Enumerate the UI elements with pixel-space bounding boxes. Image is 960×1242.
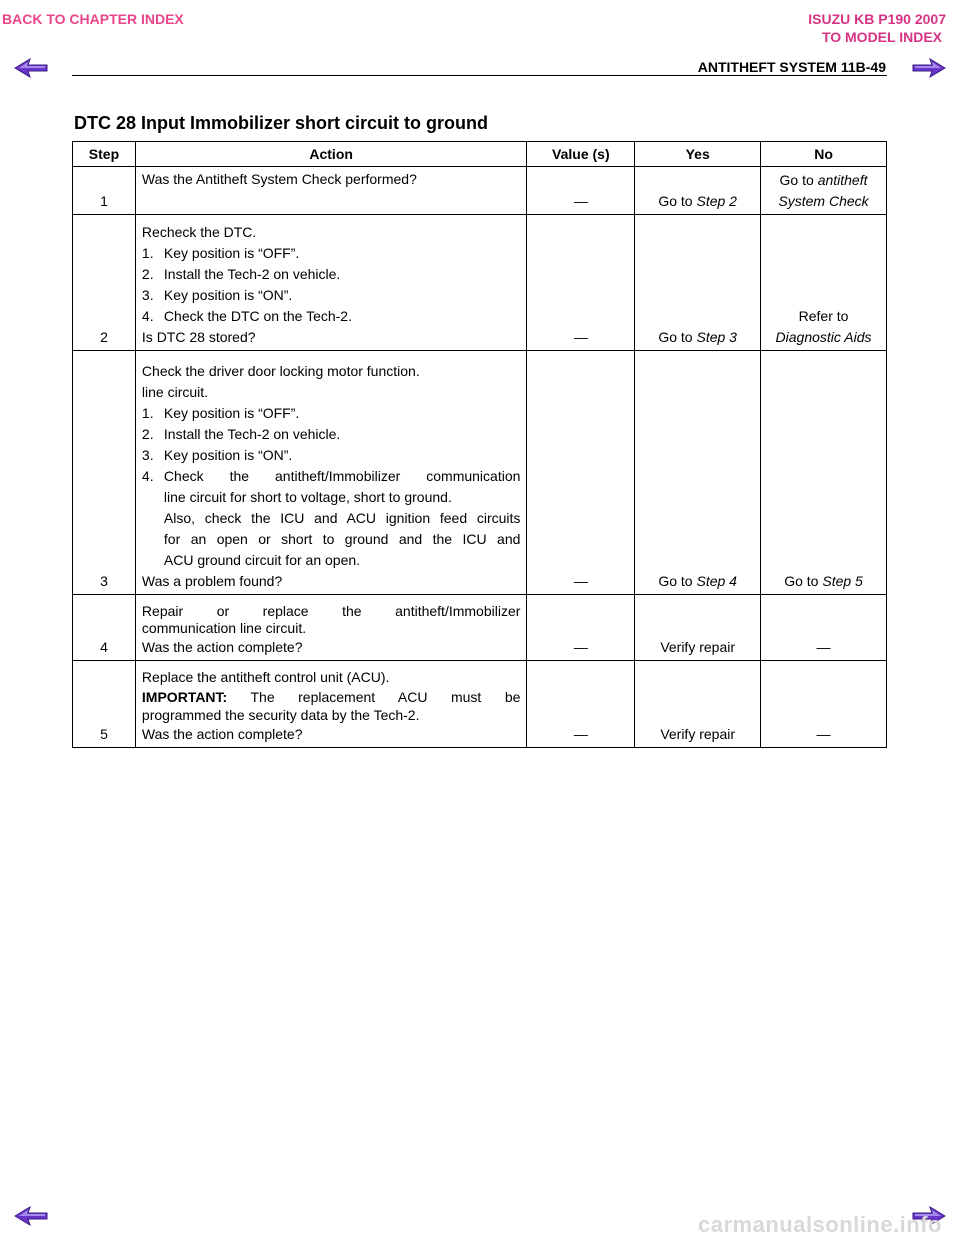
header-step: Step [73,142,136,167]
important-text: The replacement ACU must be [227,689,521,705]
action-cell: Recheck the DTC. 1. Key position is “OFF”. 2. Install the Tech-2 on vehicle. 3. Key position is “ON”. 4. Check the DTC on the Tech-2. Is DTC 28 stored? [135,215,526,351]
action-question: Was a problem found? [141,573,283,589]
action-cell [135,167,526,215]
watermark: carmanualsonline.info [698,1212,942,1237]
step-number: 1 [73,167,136,215]
no-cell [761,351,887,595]
value-cell: — [527,595,635,661]
yes-cell [635,215,761,351]
action-extra: Also, check the ICU and ACU ignition feed circuits [163,510,521,526]
back-to-chapter-index-link[interactable]: BACK TO CHAPTER INDEX [2,11,184,27]
table-row [73,215,887,351]
table-row [73,351,887,595]
step-number: 4 [73,595,136,661]
value-cell: — [527,661,635,748]
yes-prefix: Go to [658,329,697,345]
no-prefix: Go to [784,573,823,589]
prev-page-arrow-icon[interactable] [14,1206,48,1226]
no-link-cont[interactable]: System Check [778,193,869,209]
next-page-arrow-icon[interactable] [912,58,946,78]
page-header: ANTITHEFT SYSTEM 11B-49 [697,59,886,75]
action-extra: ACU ground circuit for an open. [163,552,361,568]
action-text: Was the Antitheft System Check performed? [141,171,417,187]
step-number: 3 [73,351,136,595]
value-cell: — [527,215,635,351]
action-item: Key position is “OFF”. [163,405,300,421]
section-title: DTC 28 Input Immobilizer short circuit to ground [74,113,489,133]
value-cell: — [527,167,635,215]
yes-prefix: Go to [658,193,697,209]
to-model-index-link[interactable]: TO MODEL INDEX [821,29,942,45]
action-item: Key position is “ON”. [163,447,293,463]
header-yes: Yes [635,142,761,167]
no-text: Refer to [798,308,849,324]
no-cell: — [761,661,887,748]
important-text-cont: programmed the security data by the Tech-2. [141,707,420,723]
yes-step-link[interactable]: Step 2 [696,193,737,209]
prev-page-arrow-icon[interactable] [14,58,48,78]
header-no: No [761,142,887,167]
yes-cell [635,167,761,215]
action-question: Was the action complete? [141,726,303,742]
action-intro: Recheck the DTC. [141,224,257,240]
action-text: Repair or replace the antitheft/Immobilizer [141,603,521,619]
action-item: Key position is “ON”. [163,287,293,303]
no-prefix: Go to [779,172,818,188]
no-cell [761,215,887,351]
action-cell [135,661,526,748]
model-title-link[interactable]: ISUZU KB P190 2007 [808,11,946,27]
table-row [73,167,887,215]
action-extra: for an open or short to ground and the ICU and [163,531,521,547]
header-value: Value (s) [527,142,635,167]
table-header-row [73,142,887,167]
yes-step-link[interactable]: Step 3 [696,329,737,345]
step-number: 5 [73,661,136,748]
action-item: Check the antitheft/Immobilizer communication [163,468,521,484]
no-cell [761,167,887,215]
no-cell: — [761,595,887,661]
diagnostic-table [72,141,887,748]
no-step-link[interactable]: Step 5 [822,573,863,589]
no-link[interactable]: antitheft [817,172,868,188]
action-text-cont: communication line circuit. [141,620,307,636]
table-row [73,595,887,661]
yes-prefix: Go to [658,573,697,589]
action-item: Key position is “OFF”. [163,245,300,261]
table-row [73,661,887,748]
action-question: Is DTC 28 stored? [141,329,256,345]
action-text: Replace the antitheft control unit (ACU). [141,669,390,685]
action-cell [135,595,526,661]
action-intro: Check the driver door locking motor function. [141,363,420,379]
action-intro-2: line circuit. [141,384,209,400]
yes-cell: Verify repair [635,661,761,748]
value-cell: — [527,351,635,595]
action-item: Install the Tech-2 on vehicle. [163,426,341,442]
yes-step-link[interactable]: Step 4 [696,573,737,589]
action-question: Was the action complete? [141,639,303,655]
action-item: Install the Tech-2 on vehicle. [163,266,341,282]
yes-cell: Verify repair [635,595,761,661]
no-link[interactable]: Diagnostic Aids [775,329,872,345]
yes-cell [635,351,761,595]
important-label: IMPORTANT: [141,689,228,705]
action-item: Check the DTC on the Tech-2. [163,308,352,324]
action-item-cont: line circuit for short to voltage, short to ground. [163,489,452,505]
header-action: Action [135,142,526,167]
header-rule [72,75,887,76]
action-cell: Check the driver door locking motor function. line circuit. 1. Key position is “OFF”. 2. Install the Tech-2 on vehicle. 3. Key position is “ON”. 4. Check the antitheft/Immobilizer communication line circuit for short to voltage, short to ground. Also, check the ICU and ACU ignition feed circuits for an open or short to ground and the ICU and ACU ground circuit for an open. Was a problem found? [135,351,526,595]
step-number: 2 [73,215,136,351]
